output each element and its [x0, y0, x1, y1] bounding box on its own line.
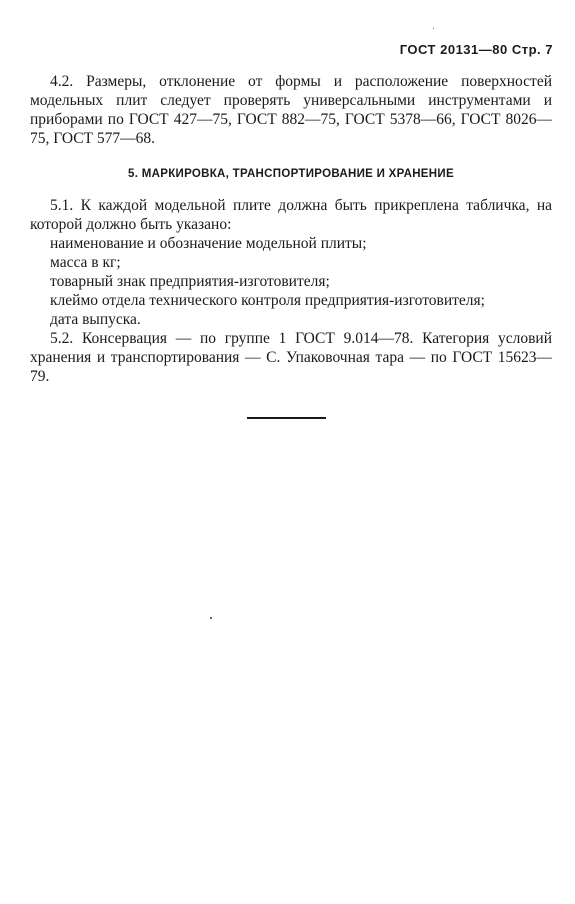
scan-speck [210, 617, 212, 619]
page-header: ГОСТ 20131—80 Стр. 7 [399, 42, 553, 57]
list-item-qc-stamp: клеймо отдела технического контроля предприятия-изготовителя; [50, 292, 485, 309]
section-5-title: 5. МАРКИРОВКА, ТРАНСПОРТИРОВАНИЕ И ХРАНЕНИЕ [128, 168, 454, 180]
scan-speck [433, 28, 434, 29]
list-item-mass: масса в кг; [50, 254, 121, 271]
paragraph-5-2: 5.2. Консервация — по группе 1 ГОСТ 9.014—78. Категория условий хранения и транспортирования — С. Упаковочная тара — по ГОСТ 15623—79. [30, 330, 552, 385]
end-rule [247, 417, 326, 419]
list-item-release-date: дата выпуска. [50, 311, 141, 328]
list-item-name-designation: наименование и обозначение модельной плиты; [50, 235, 367, 252]
document-body [30, 72, 552, 386]
paragraph-4-2: 4.2. Размеры, отклонение от формы и расположение поверхностей модельных плит следует проверять универсальными инструментами и приборами по ГОСТ 427—75, ГОСТ 882—75, ГОСТ 5378—66, ГОСТ 8026—75, ГОСТ 577—68. [30, 73, 552, 147]
list-item-trademark: товарный знак предприятия-изготовителя; [50, 273, 330, 290]
paragraph-5-1: 5.1. К каждой модельной плите должна быть прикреплена табличка, на которой должно быть указано: [30, 197, 552, 233]
